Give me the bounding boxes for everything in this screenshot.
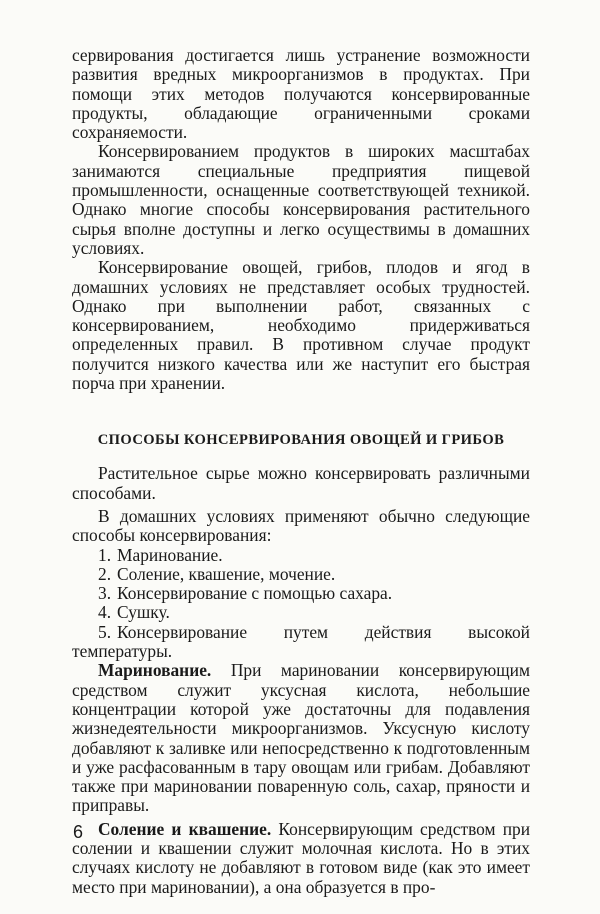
list-item [72, 546, 530, 565]
paragraph-intro-2: В домашних условиях применяют обычно следующие способы консервирования: [72, 505, 530, 546]
list-text: Маринование. [117, 544, 223, 565]
paragraph-marinating [72, 661, 530, 815]
paragraph-home-canning: Консервирование овощей, грибов, плодов и ягод в домашних условиях не представляет особых трудностей. Однако при выполнении работ, связанных с консервированием, необходимо придерживаться определенных правил. В противном случае продукт получится низкого качества или же наступит его быстрая порча при хранении. [72, 257, 530, 394]
marinating-text: При мариновании консервирующим средством служит уксусная кислота, небольшие концентрации которой уже достаточны для подавления жизнедеятельности микроорганизмов. Уксусную кислоту добавляют к заливке или непосредственно к подготовленным и уже расфасованным в тару овощам или грибам. Добавляют также при мариновании поваренную соль, сахар, пряности и приправы. [72, 660, 530, 816]
list-number: 4. [98, 602, 112, 623]
paragraph-intro-1: Растительное сырье можно консервировать различными способами. [72, 463, 530, 503]
list-item [72, 565, 530, 584]
list-item [72, 584, 530, 603]
paragraph-salting [72, 820, 530, 897]
page-number: 6 [73, 822, 84, 842]
list-number: 5. [98, 621, 112, 642]
list-text: Консервирование с помощью сахара. [117, 583, 393, 604]
list-item [72, 623, 530, 662]
salting-text: Консервирующим средством при солении и квашении служит молочная кислота. Но в этих случаях кислоту не добавляют в готовом виде (как это имеет место при мариновании), а она образуется в про- [72, 818, 530, 897]
section-heading: СПОСОБЫ КОНСЕРВИРОВАНИЯ ОВОЩЕЙ И ГРИБОВ [97, 432, 505, 449]
paragraph-industrial: Консервированием продуктов в широких масштабах занимаются специальные предприятия пищевой промышленности, оснащенные соответствующей техникой. Однако многие способы консервирования растительного сырья вполне доступны и легко осуществимы в домашних условиях. [72, 141, 530, 258]
list-text: Консервирование путем действия высокой температуры. [72, 621, 530, 662]
list-text: Сушку. [117, 602, 170, 623]
list-number: 3. [98, 583, 112, 604]
term-marinating: Маринование. [98, 660, 212, 681]
list-number: 1. [98, 544, 112, 565]
list-number: 2. [98, 563, 112, 584]
term-salting: Соление и квашение. [98, 818, 272, 839]
list-item [72, 603, 530, 622]
list-text: Соление, квашение, мочение. [117, 563, 336, 584]
methods-list [72, 546, 530, 662]
paragraph-continuation: сервирования достигается лишь устранение возможности развития вредных микроорганизмов в продуктах. При помощи этих методов получаются консервированные продукты, обладающие ограниченными сроками сохраняемости. [72, 45, 530, 143]
page-body [72, 46, 530, 897]
